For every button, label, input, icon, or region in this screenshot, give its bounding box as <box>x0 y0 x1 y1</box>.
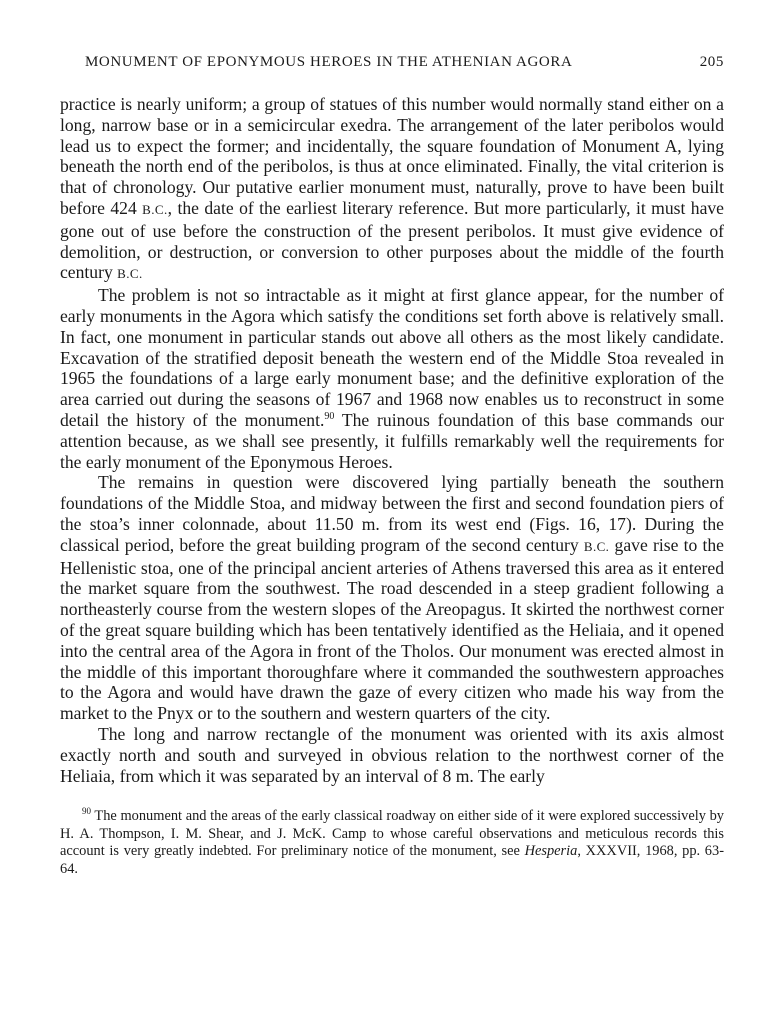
footnote <box>60 808 724 878</box>
journal-title: Hesperia <box>524 843 578 860</box>
body-text <box>60 94 724 786</box>
era-abbreviation: B.C. <box>117 266 143 282</box>
paragraph-3 <box>60 472 724 724</box>
paragraph-2-text-a: The problem is not so intractable as it might at first glance appear, for the number of early monuments in the Agora which satisfy the conditions set forth above is relatively small. In fact, one monument in particular stands out above all others as the most likely candidate. Excavation of the stratified deposit beneath the western end of the Middle Stoa revealed in 1965 the foundations of a large early monument base; and the definitive exploration of the area carried out during the seasons of 1967 and 1968 now enables us to reconstruct in some detail the history of the monument. <box>60 285 724 430</box>
paragraph-3-text-a: The remains in question were discovered lying partially beneath the southern foundations of the Middle Stoa, and midway between the first and second foundation piers of the stoa’s inner colonnade, about 11.50 m. from its west end (Figs. 16, 17). During the classical period, before the great building program of the second century <box>60 472 724 555</box>
footnote-number: 90 <box>82 806 91 817</box>
paragraph-4: The long and narrow rectangle of the monument was oriented with its axis almost exactly north and south and surveyed in obvious relation to the northwest corner of the Heliaia, from which it was separated by an interval of 8 m. The early <box>60 723 724 786</box>
era-abbreviation: B.C. <box>583 538 610 554</box>
running-title: MONUMENT OF EPONYMOUS HEROES IN THE ATHENIAN AGORA <box>85 54 573 70</box>
footnote-reference[interactable]: 90 <box>324 411 335 423</box>
page <box>60 54 724 878</box>
footnote-text-b: , XXXVII, 1968, pp. 63-64. <box>60 843 724 877</box>
running-head <box>60 54 724 80</box>
page-number: 205 <box>699 54 724 70</box>
footnote-text-a: The monument and the areas of the early classical roadway on either side of it were explored successively by H. A. Thompson, I. M. Shear, and J. McK. Camp to whose careful observations and meticulous records this account is very greatly indebted. For preliminary notice of the monument, see <box>60 808 724 860</box>
paragraph-1 <box>60 94 724 285</box>
paragraph-2-text-b: The ruinous foundation of this base commands our attention because, as we shall see presently, it fulfills remarkably well the requirements for the early monument of the Eponymous Heroes. <box>60 409 724 472</box>
era-abbreviation: B.C. <box>142 201 168 217</box>
paragraph-3-text-b: gave rise to the Hellenistic stoa, one of the principal ancient arteries of Athens traversed this area as it entered the market square from the southwest. The road descended in a steep gradient following a northeasterly course from the western slopes of the Areopagus. It skirted the northwest corner of the great square building which has been tentatively identified as the Heliaia, and it opened into the central area of the Agora in front of the Tholos. Our monument was erected almost in the middle of this important thoroughfare where it commanded the southwestern approaches to the Agora and would have drawn the gaze of every citizen who made his way from the market to the Pnyx or to the southern and western quarters of the city. <box>60 534 724 724</box>
paragraph-2 <box>60 285 724 472</box>
paragraph-1-text-b: , the date of the earliest literary reference. But more particularly, it must have gone out of use before the construction of the present peribolos. It must give evidence of demolition, or destruction, or conversion to other purposes about the middle of the fourth century <box>60 197 724 283</box>
paragraph-1-text-a: practice is nearly uniform; a group of statues of this number would normally stand either on a long, narrow base or in a semicircular exedra. The arrangement of the later peribolos would lead us to expect the former; and incidentally, the square foundation of Monument A, lying beneath the north end of the peribolos, is thus at once eliminated. Finally, the vital criterion is that of chronology. Our putative earlier monument must, naturally, prove to have been built before 424 <box>60 94 724 218</box>
